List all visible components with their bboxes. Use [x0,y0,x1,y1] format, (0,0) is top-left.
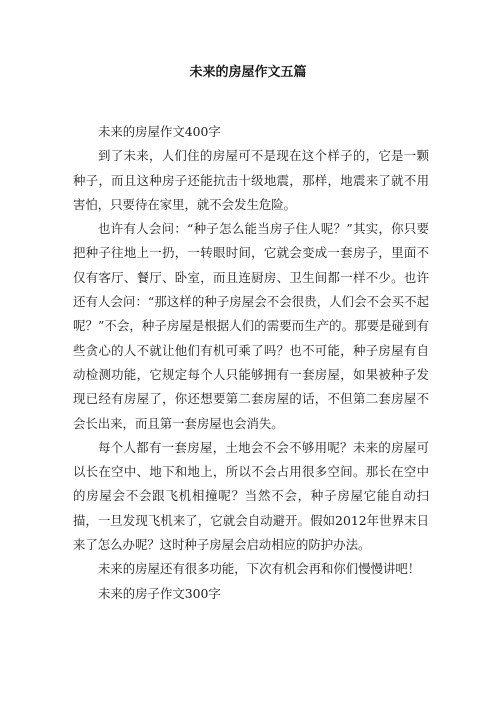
paragraph: 未来的房屋还有很多功能，下次有机会再和你们慢慢讲吧！ [98,561,421,577]
paragraph: 到了未来，人们住的房屋可不是现在这个样子的，它是一颗种子，而且这种房子还能抗击十级地震，那样，地震来了就不用害怕，只要待在家里，就不会发生危险。 [73,148,429,212]
paragraph: 每个人都有一套房屋，土地会不会不够用呢？未来的房屋可以长在空中、地下和地上，所以不会占用很多空间。那长在空中的房屋会不会跟飞机相撞呢？当然不会，种子房屋它能自动扫描，一旦发现飞机来了，它就会自动避开。假如2012年世界末日来了怎么办呢？这时种子房屋会启动相应的防护办法。 [73,439,429,553]
paragraph: 也许有人会问：“种子怎么能当房子住人呢？”其实，你只要把种子往地上一扔，一转眼时间，它就会变成一套房子，里面不仅有客厅、餐厅、卧室，而且连厨房、卫生间都一样不少。也许还有人会问：“那这样的种子房屋会不会很贵，人们会不会买不起呢？”不会，种子房屋是根据人们的需要而生产的。那要是碰到有些贪心的人不就让他们有机可乘了吗？也不可能，种子房屋有自动检测功能，它规定每个人只能够拥有一套房屋，如果被种子发现已经有房屋了，你还想要第二套房屋的话，不但第二套房屋不会长出来，而且第一套房屋也会消失。 [73,221,429,431]
document-title: 未来的房屋作文五篇 [189,65,307,80]
section-heading: 未来的房屋作文400字 [98,124,221,139]
document-body [73,120,429,606]
section-heading: 未来的房子作文300字 [98,585,221,601]
